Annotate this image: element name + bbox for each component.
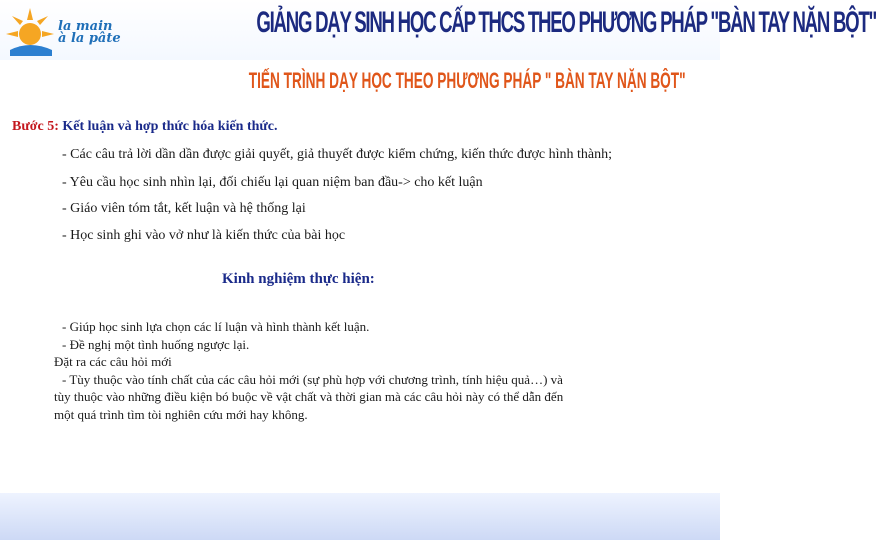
logo <box>4 4 144 60</box>
experience-line: - Đề nghị một tình huống ngược lại. <box>62 336 250 352</box>
bullet-item: - Yêu cầu học sinh nhìn lại, đối chiếu lại quan niệm ban đầu-> cho kết luận <box>62 175 483 190</box>
footer-band <box>0 493 720 540</box>
experience-line: Đặt ra các câu hỏi mới <box>54 354 172 369</box>
step-text: Kết luận và hợp thức hóa kiến thức. <box>58 119 278 134</box>
page-title: GIẢNG DẠY SINH HỌC CẤP THCS THEO PHƯƠNG PHÁP "BÀN TAY NẶN BỘT" <box>256 6 876 39</box>
experience-line: một quá trình tìm tòi nghiên cứu mới hay không. <box>54 406 308 422</box>
step-heading <box>12 119 278 135</box>
bullet-item: - Học sinh ghi vào vở như là kiến thức của bài học <box>62 228 346 243</box>
step-label: Bước 5: <box>12 119 59 134</box>
bullet-item: - Giáo viên tóm tắt, kết luận và hệ thống lại <box>62 201 306 216</box>
logo-text: la main à la pâte <box>58 19 121 46</box>
sun-logo-icon <box>4 4 58 58</box>
experience-line: - Giúp học sinh lựa chọn các lí luận và hình thành kết luận. <box>62 319 370 334</box>
experience-heading: Kinh nghiệm thực hiện: <box>222 271 375 287</box>
experience-block <box>54 318 694 423</box>
experience-line: tùy thuộc vào những điều kiện bó buộc về vật chất và thời gian mà các câu hỏi này có thể dẫn đến <box>54 389 564 404</box>
page-subtitle: TIẾN TRÌNH DẠY HỌC THEO PHƯƠNG PHÁP " BÀN TAY NẶN BỘT" <box>248 68 686 93</box>
experience-line: - Tùy thuộc vào tính chất của các câu hỏi mới (sự phù hợp với chương trình, tính hiệu quả…) và <box>62 371 563 387</box>
bullet-item: - Các câu trả lời dần dần được giải quyết, giả thuyết được kiểm chứng, kiến thức được hình thành; <box>62 147 613 162</box>
